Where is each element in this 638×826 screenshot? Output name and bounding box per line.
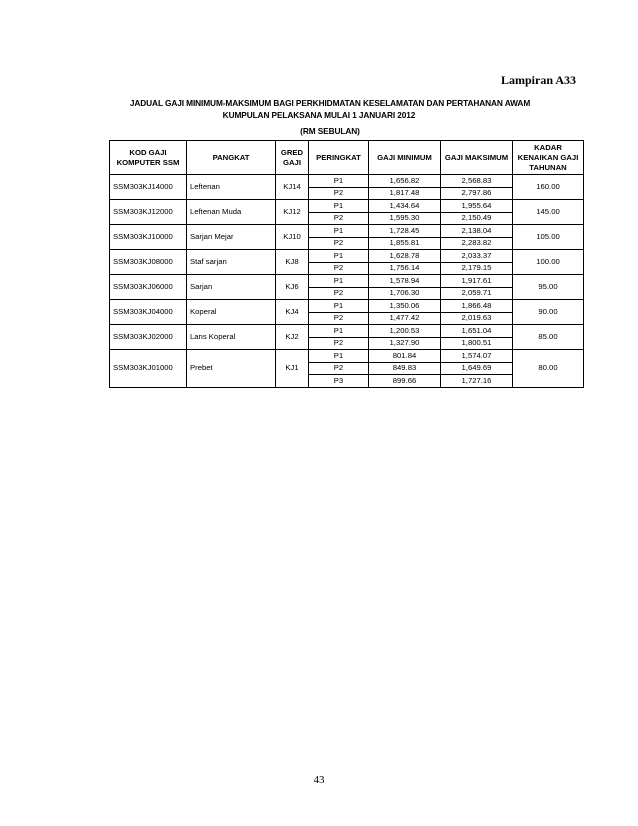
table-row [110,300,584,313]
cell-gred: KJ10 [276,225,309,250]
table-row [110,350,584,363]
cell-kadar: 100.00 [513,250,584,275]
cell-pangkat: Koperal [187,300,276,325]
cell-peringkat: P2 [309,212,369,225]
cell-gaji-minimum: 849.83 [369,362,441,375]
cell-kadar: 95.00 [513,275,584,300]
cell-kadar: 105.00 [513,225,584,250]
cell-gaji-maksimum: 2,179.15 [441,262,513,275]
table-row [110,200,584,213]
table-row [110,250,584,263]
page-number: 43 [313,774,325,786]
header-maksimum: GAJI MAKSIMUM [441,141,513,175]
cell-gaji-minimum: 899.66 [369,375,441,388]
header-peringkat: PERINGKAT [309,141,369,175]
cell-peringkat: P2 [309,312,369,325]
cell-kod: SSM303KJ02000 [110,325,187,350]
cell-peringkat: P1 [309,200,369,213]
cell-gaji-maksimum: 1,727.16 [441,375,513,388]
table-row [110,275,584,288]
cell-gaji-maksimum: 2,150.49 [441,212,513,225]
cell-kod: SSM303KJ06000 [110,275,187,300]
cell-kadar: 145.00 [513,200,584,225]
cell-gred: KJ4 [276,300,309,325]
cell-gaji-minimum: 1,477.42 [369,312,441,325]
cell-gaji-minimum: 1,656.82 [369,175,441,188]
cell-pangkat: Leftenan [187,175,276,200]
cell-peringkat: P1 [309,250,369,263]
cell-peringkat: P2 [309,337,369,350]
cell-kod: SSM303KJ04000 [110,300,187,325]
cell-gred: KJ6 [276,275,309,300]
cell-pangkat: Leftenan Muda [187,200,276,225]
cell-kod: SSM303KJ10000 [110,225,187,250]
cell-pangkat: Lans Koperal [187,325,276,350]
cell-gred: KJ1 [276,350,309,388]
cell-peringkat: P1 [309,225,369,238]
cell-gaji-maksimum: 2,019.63 [441,312,513,325]
table-title: JADUAL GAJI MINIMUM-MAKSIMUM BAGI PERKHIDMATAN KESELAMATAN DAN PERTAHANAN AWAM [129,98,531,108]
cell-gaji-minimum: 1,817.48 [369,187,441,200]
header-kadar: KADAR KENAIKAN GAJI TAHUNAN [513,141,584,175]
cell-kadar: 80.00 [513,350,584,388]
cell-gaji-minimum: 1,200.53 [369,325,441,338]
cell-pangkat: Sarjan [187,275,276,300]
cell-gaji-minimum: 1,728.45 [369,225,441,238]
cell-gaji-minimum: 1,706.30 [369,287,441,300]
cell-kod: SSM303KJ01000 [110,350,187,388]
table-subtitle: (RM SEBULAN) [300,126,360,136]
cell-pangkat: Staf sarjan [187,250,276,275]
cell-pangkat: Sarjan Mejar [187,225,276,250]
cell-gaji-maksimum: 2,059.71 [441,287,513,300]
cell-peringkat: P1 [309,175,369,188]
table-row [110,325,584,338]
cell-peringkat: P1 [309,325,369,338]
cell-peringkat: P3 [309,375,369,388]
cell-gaji-minimum: 1,434.64 [369,200,441,213]
table-title-line2: KUMPULAN PELAKSANA MULAI 1 JANUARI 2012 [222,110,416,120]
cell-kadar: 90.00 [513,300,584,325]
cell-gaji-maksimum: 2,138.04 [441,225,513,238]
table-row [110,225,584,238]
cell-gaji-maksimum: 1,917.61 [441,275,513,288]
cell-peringkat: P2 [309,187,369,200]
cell-gaji-minimum: 1,756.14 [369,262,441,275]
header-gred: GRED GAJI [276,141,309,175]
cell-gaji-minimum: 1,327.90 [369,337,441,350]
cell-gaji-minimum: 1,578.94 [369,275,441,288]
appendix-label: Lampiran A33 [500,73,576,87]
cell-gaji-maksimum: 1,574.07 [441,350,513,363]
cell-peringkat: P2 [309,237,369,250]
cell-kod: SSM303KJ08000 [110,250,187,275]
cell-kadar: 160.00 [513,175,584,200]
cell-gaji-maksimum: 1,955.64 [441,200,513,213]
table-row [110,175,584,188]
header-minimum: GAJI MINIMUM [369,141,441,175]
cell-pangkat: Prebet [187,350,276,388]
cell-gaji-minimum: 1,595.30 [369,212,441,225]
cell-gaji-minimum: 1,350.06 [369,300,441,313]
cell-gaji-maksimum: 2,033.37 [441,250,513,263]
cell-gaji-minimum: 801.84 [369,350,441,363]
header-kod: KOD GAJI KOMPUTER SSM [110,141,187,175]
cell-kod: SSM303KJ14000 [110,175,187,200]
table-body [110,175,584,388]
cell-peringkat: P2 [309,362,369,375]
cell-gaji-minimum: 1,628.78 [369,250,441,263]
cell-gaji-maksimum: 2,283.82 [441,237,513,250]
cell-peringkat: P2 [309,262,369,275]
cell-gred: KJ12 [276,200,309,225]
cell-peringkat: P1 [309,350,369,363]
cell-gred: KJ2 [276,325,309,350]
table-header-row [110,141,584,175]
cell-peringkat: P2 [309,287,369,300]
cell-gaji-maksimum: 1,800.51 [441,337,513,350]
header-pangkat: PANGKAT [187,141,276,175]
cell-peringkat: P1 [309,275,369,288]
cell-gaji-maksimum: 1,866.48 [441,300,513,313]
cell-gaji-minimum: 1,855.81 [369,237,441,250]
cell-gred: KJ14 [276,175,309,200]
cell-gaji-maksimum: 1,649.69 [441,362,513,375]
cell-peringkat: P1 [309,300,369,313]
cell-gaji-maksimum: 2,568.83 [441,175,513,188]
cell-gaji-maksimum: 2,797.86 [441,187,513,200]
cell-kadar: 85.00 [513,325,584,350]
cell-kod: SSM303KJ12000 [110,200,187,225]
cell-gaji-maksimum: 1,651.04 [441,325,513,338]
salary-table [109,140,584,388]
cell-gred: KJ8 [276,250,309,275]
